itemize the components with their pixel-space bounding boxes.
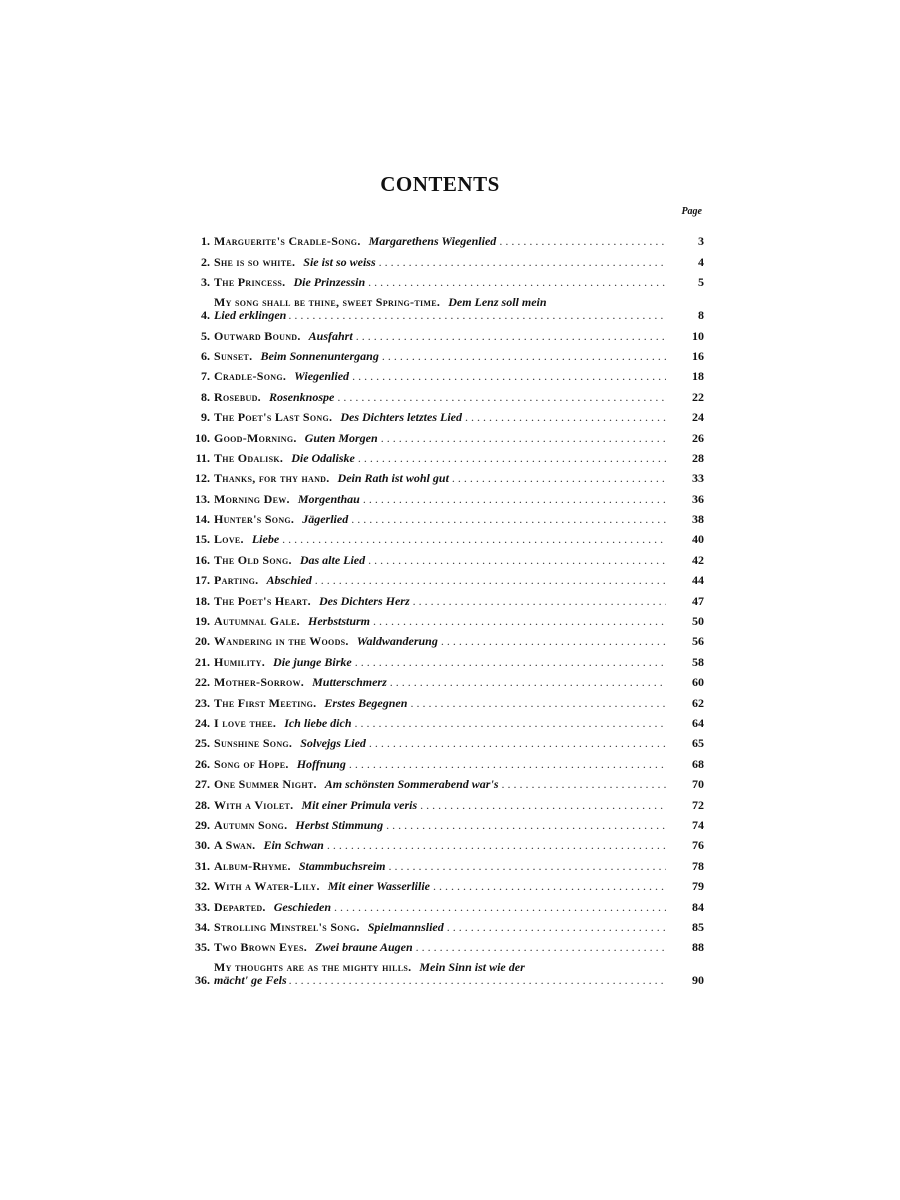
entry-text: [214, 296, 674, 322]
entry-number: 32.: [195, 879, 210, 894]
contents-entry: [176, 567, 704, 587]
entry-number: 8.: [201, 389, 210, 404]
entry-text: [214, 758, 674, 771]
page-number: 56: [692, 634, 704, 649]
german-title: Liebe: [251, 533, 280, 547]
entry-number: 3.: [201, 275, 210, 290]
german-title: Beim Sonnenuntergang: [260, 349, 379, 363]
german-title: Ich liebe dich: [284, 716, 352, 730]
german-title: Dein Rath ist wohl gut: [337, 472, 449, 486]
dot-leader: [327, 839, 666, 852]
german-title-continued: Lied erklingen: [214, 308, 287, 323]
contents-entry: [176, 832, 704, 852]
english-title: Autumn Song.: [214, 818, 288, 832]
english-title: The Princess.: [214, 276, 286, 290]
english-title: A Swan.: [214, 839, 256, 853]
page-number: 50: [692, 614, 704, 629]
dot-leader: [288, 309, 666, 322]
german-title: Herbst Stimmung: [295, 818, 384, 832]
german-title: Dem Lenz soll mein: [448, 296, 547, 310]
german-title: Mutterschmerz: [312, 676, 387, 690]
contents-entry: [176, 445, 704, 465]
entry-number: 19.: [195, 614, 210, 629]
english-title: Morning Dew.: [214, 492, 290, 506]
page-number: 22: [692, 389, 704, 404]
german-title: Mit einer Primula veris: [301, 798, 418, 812]
entry-text: [214, 921, 674, 934]
page-number: 58: [692, 654, 704, 669]
entry-number: 9.: [201, 410, 210, 425]
entry-number: 7.: [201, 369, 210, 384]
english-title: With a Water-Lily.: [214, 880, 320, 894]
entry-text: [214, 256, 674, 269]
entry-number: 26.: [195, 756, 210, 771]
entry-number: 4.: [201, 308, 210, 323]
contents-entry: [176, 771, 704, 791]
entry-number: 15.: [195, 532, 210, 547]
entry-text: [214, 452, 674, 465]
entry-text: [214, 276, 674, 289]
dot-leader: [315, 574, 666, 587]
dot-leader: [337, 391, 666, 404]
page-number: 74: [692, 817, 704, 832]
entry-text: [214, 860, 674, 873]
english-title: I love thee.: [214, 716, 277, 730]
dot-leader: [499, 235, 666, 248]
page-number: 60: [692, 675, 704, 690]
entry-text: [214, 676, 674, 689]
entry-text: [214, 472, 674, 485]
contents-entry: [176, 669, 704, 689]
english-title: Two Brown Eyes.: [214, 941, 308, 955]
english-title: Parting.: [214, 574, 259, 588]
page-number: 78: [692, 858, 704, 873]
entry-text: [214, 574, 674, 587]
entry-text: [214, 370, 674, 383]
entry-line-2: [214, 309, 674, 322]
english-title: One Summer Night.: [214, 778, 317, 792]
entry-text: [214, 493, 674, 506]
contents-entry: [176, 648, 704, 668]
page-number: 3: [698, 234, 704, 249]
german-title: Herbststurm: [307, 615, 370, 629]
entry-number: 17.: [195, 573, 210, 588]
entry-number: 2.: [201, 254, 210, 269]
dot-leader: [416, 941, 666, 954]
page-number: 88: [692, 940, 704, 955]
entry-text: [214, 941, 674, 954]
entry-number: 14.: [195, 512, 210, 527]
entry-number: 35.: [195, 940, 210, 955]
entry-text: [214, 778, 674, 791]
english-title: Cradle-Song.: [214, 370, 287, 384]
contents-entry: [176, 893, 704, 913]
contents-entry: [176, 608, 704, 628]
page-number: 16: [692, 348, 704, 363]
entry-number: 27.: [195, 777, 210, 792]
entry-number: 33.: [195, 899, 210, 914]
german-title-continued: mächt' ge Fels: [214, 973, 287, 988]
entry-text: [214, 635, 674, 648]
english-title: Marguerite's Cradle-Song.: [214, 235, 361, 249]
contents-entry: [176, 710, 704, 730]
german-title: Rosenknospe: [268, 390, 335, 404]
entry-text: [214, 717, 674, 730]
page-number: 10: [692, 328, 704, 343]
dot-leader: [349, 758, 666, 771]
german-title: Die Odaliske: [291, 451, 355, 465]
english-title: Departed.: [214, 900, 266, 914]
contents-entry: [176, 812, 704, 832]
contents-entry: [176, 587, 704, 607]
german-title: Des Dichters letztes Lied: [340, 411, 462, 425]
english-title: Sunshine Song.: [214, 737, 293, 751]
page-number: 8: [698, 308, 704, 323]
german-title: Die junge Birke: [273, 655, 352, 669]
entry-text: [214, 554, 674, 567]
german-title: Geschieden: [273, 900, 332, 914]
entry-text: [214, 391, 674, 404]
page-number: 28: [692, 450, 704, 465]
dot-leader: [369, 737, 666, 750]
entry-number: 25.: [195, 736, 210, 751]
contents-entry: [176, 546, 704, 566]
german-title: Morgenthau: [297, 492, 360, 506]
contents-entry: [176, 465, 704, 485]
dot-leader: [368, 554, 666, 567]
page-number: 40: [692, 532, 704, 547]
page-number: 64: [692, 715, 704, 730]
page-number: 42: [692, 552, 704, 567]
entry-number: 30.: [195, 838, 210, 853]
dot-leader: [358, 452, 666, 465]
page-number: 84: [692, 899, 704, 914]
german-title: Spielmannslied: [367, 920, 444, 934]
contents-entry: [176, 628, 704, 648]
dot-leader: [368, 276, 666, 289]
entry-number: 28.: [195, 797, 210, 812]
dot-leader: [334, 901, 666, 914]
english-title: The First Meeting.: [214, 696, 317, 710]
entry-number: 18.: [195, 593, 210, 608]
german-title: Mein Sinn ist wie der: [419, 961, 525, 975]
page-number: 4: [698, 254, 704, 269]
english-title: Hunter's Song.: [214, 513, 295, 527]
dot-leader: [381, 432, 666, 445]
entry-text: [214, 799, 674, 812]
page-number: 62: [692, 695, 704, 710]
dot-leader: [363, 493, 666, 506]
dot-leader: [356, 330, 666, 343]
dot-leader: [420, 799, 666, 812]
entry-text: [214, 595, 674, 608]
english-title: With a Violet.: [214, 798, 294, 812]
entry-text: [214, 411, 674, 424]
dot-leader: [282, 533, 666, 546]
contents-entry: [176, 289, 704, 322]
contents-entry: [176, 526, 704, 546]
entry-text: [214, 901, 674, 914]
entry-number: 24.: [195, 715, 210, 730]
dot-leader: [355, 656, 666, 669]
entry-text: [214, 880, 674, 893]
contents-entry: [176, 791, 704, 811]
entry-number: 13.: [195, 491, 210, 506]
dot-leader: [410, 697, 666, 710]
english-title: Love.: [214, 533, 244, 547]
english-title: The Poet's Last Song.: [214, 411, 333, 425]
entry-number: 31.: [195, 858, 210, 873]
entry-text: [214, 697, 674, 710]
contents-entry: [176, 914, 704, 934]
entry-number: 16.: [195, 552, 210, 567]
contents-entry: [176, 873, 704, 893]
dot-leader: [373, 615, 666, 628]
contents-entry: [176, 954, 704, 987]
contents-list: [176, 228, 704, 987]
dot-leader: [382, 350, 666, 363]
page-number: 79: [692, 879, 704, 894]
dot-leader: [447, 921, 666, 934]
german-title: Sie ist so weiss: [303, 255, 376, 269]
page-number: 24: [692, 410, 704, 425]
page-number: 26: [692, 430, 704, 445]
dot-leader: [289, 974, 666, 987]
contents-entry: [176, 750, 704, 770]
german-title: Mit einer Wasserlilie: [327, 880, 430, 894]
page-number: 72: [692, 797, 704, 812]
contents-entry: [176, 248, 704, 268]
german-title: Jägerlied: [302, 513, 349, 527]
german-title: Guten Morgen: [304, 431, 378, 445]
entry-text: [214, 839, 674, 852]
page-title: CONTENTS: [380, 172, 500, 196]
entry-line-2: [214, 974, 674, 987]
dot-leader: [501, 778, 666, 791]
page-number: 76: [692, 838, 704, 853]
page-number: 36: [692, 491, 704, 506]
page-number: 18: [692, 369, 704, 384]
entry-number: 1.: [201, 234, 210, 249]
dot-leader: [389, 860, 666, 873]
entry-text: [214, 819, 674, 832]
contents-entry: [176, 322, 704, 342]
english-title: She is so white.: [214, 255, 296, 269]
english-title: Song of Hope.: [214, 757, 289, 771]
dot-leader: [441, 635, 666, 648]
english-title: Thanks, for thy hand.: [214, 472, 330, 486]
entry-number: 20.: [195, 634, 210, 649]
contents-entry: [176, 228, 704, 248]
dot-leader: [386, 819, 666, 832]
german-title: Ausfahrt: [308, 329, 353, 343]
german-title: Ein Schwan: [263, 839, 324, 853]
entry-text: [214, 235, 674, 248]
german-title: Erstes Begegnen: [324, 696, 408, 710]
german-title: Die Prinzessin: [293, 276, 366, 290]
page-number: 33: [692, 471, 704, 486]
entry-number: 11.: [195, 450, 210, 465]
german-title: Zwei braune Augen: [315, 941, 413, 955]
entry-number: 10.: [195, 430, 210, 445]
english-title: The Odalisk.: [214, 451, 284, 465]
english-title: My thoughts are as the mighty hills.: [214, 961, 412, 975]
entry-text: [214, 432, 674, 445]
german-title: Stammbuchsreim: [298, 859, 386, 873]
contents-entry: [176, 269, 704, 289]
german-title: Hoffnung: [296, 757, 346, 771]
dot-leader: [413, 595, 666, 608]
english-title: Mother-Sorrow.: [214, 676, 305, 690]
entry-text: [214, 656, 674, 669]
dot-leader: [433, 880, 666, 893]
dot-leader: [355, 717, 666, 730]
entry-text: [214, 533, 674, 546]
contents-entry: [176, 343, 704, 363]
contents-entry: [176, 689, 704, 709]
entry-text: [214, 737, 674, 750]
dot-leader: [452, 472, 666, 485]
english-title: Rosebud.: [214, 390, 261, 404]
page-number: 90: [692, 973, 704, 988]
contents-entry: [176, 363, 704, 383]
german-title: Wiegenlied: [294, 370, 350, 384]
page-number: 70: [692, 777, 704, 792]
dot-leader: [351, 513, 666, 526]
dot-leader: [465, 411, 666, 424]
page-column-label: Page: [681, 206, 702, 217]
contents-entry: [176, 506, 704, 526]
contents-entry: [176, 424, 704, 444]
entry-number: 5.: [201, 328, 210, 343]
contents-entry: [176, 730, 704, 750]
entry-number: 36.: [195, 973, 210, 988]
english-title: Strolling Minstrel's Song.: [214, 920, 360, 934]
dot-leader: [379, 256, 666, 269]
page-number: 85: [692, 919, 704, 934]
english-title: Good-Morning.: [214, 431, 297, 445]
dot-leader: [352, 370, 666, 383]
entry-text: [214, 513, 674, 526]
german-title: Solvejgs Lied: [300, 737, 366, 751]
entry-number: 6.: [201, 348, 210, 363]
entry-text: [214, 961, 674, 987]
english-title: Humility.: [214, 655, 266, 669]
english-title: My song shall be thine, sweet Spring-time.: [214, 296, 441, 310]
page-number: 5: [698, 275, 704, 290]
english-title: Autumnal Gale.: [214, 615, 300, 629]
entry-text: [214, 330, 674, 343]
entry-number: 12.: [195, 471, 210, 486]
entry-text: [214, 350, 674, 363]
contents-entry: [176, 934, 704, 954]
english-title: The Old Song.: [214, 553, 292, 567]
contents-entry: [176, 852, 704, 872]
contents-entry: [176, 404, 704, 424]
entry-number: 23.: [195, 695, 210, 710]
german-title: Das alte Lied: [299, 553, 366, 567]
english-title: Album-Rhyme.: [214, 859, 291, 873]
english-title: The Poet's Heart.: [214, 594, 311, 608]
page-number: 68: [692, 756, 704, 771]
entry-number: 22.: [195, 675, 210, 690]
page-number: 38: [692, 512, 704, 527]
entry-number: 29.: [195, 817, 210, 832]
contents-entry: [176, 485, 704, 505]
page-number: 65: [692, 736, 704, 751]
english-title: Outward Bound.: [214, 329, 301, 343]
english-title: Wandering in the Woods.: [214, 635, 349, 649]
dot-leader: [390, 676, 666, 689]
entry-number: 34.: [195, 919, 210, 934]
contents-entry: [176, 383, 704, 403]
german-title: Margarethens Wiegenlied: [368, 235, 497, 249]
german-title: Abschied: [266, 574, 312, 588]
page-number: 47: [692, 593, 704, 608]
english-title: Sunset.: [214, 349, 253, 363]
german-title: Am schönsten Sommerabend war's: [324, 778, 499, 792]
entry-text: [214, 615, 674, 628]
entry-number: 21.: [195, 654, 210, 669]
page-number: 44: [692, 573, 704, 588]
german-title: Des Dichters Herz: [318, 594, 410, 608]
german-title: Waldwanderung: [356, 635, 438, 649]
